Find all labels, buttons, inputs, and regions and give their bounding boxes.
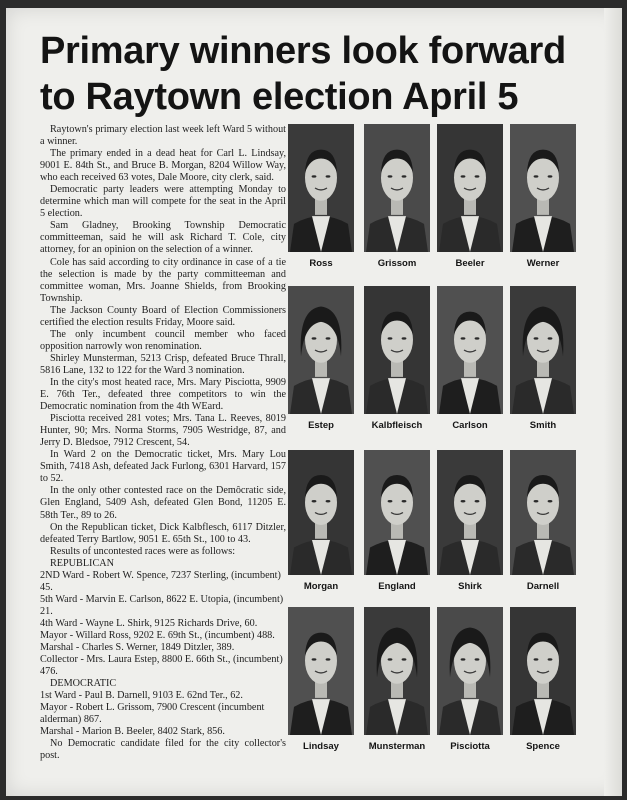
portrait-image (288, 286, 354, 414)
article-paragraph: The only incumbent council member who faced opposition narrowly won renomination. (40, 328, 286, 352)
candidate-photo-munsterman (364, 607, 430, 755)
photo-caption: Lindsay (303, 741, 339, 752)
photo-caption: Estep (308, 420, 334, 431)
article-paragraph: In the only other contested race on the Demôcratic side, Glen England, 5409 Ash, defeated Glen Bond, 11205 E. 58th Ter., 89 to 26. (40, 485, 286, 521)
portrait-image (510, 286, 576, 414)
article-paragraph: Pisciotta received 281 votes; Mrs. Tana L. Reeves, 8019 Hunter, 90; Mrs. Norma Storms, 7905 Westridge, 87, and Jerry D. Bledsoe, 7912 Crescent, 54. (40, 413, 286, 449)
article-paragraph: In the city's most heated race, Mrs. Mary Pisciotta, 9909 E. 76th Ter., defeated three competitors to win the Democratic nomination from the 4th WEard. (40, 376, 286, 413)
candidate-photo-kalbfleisch (364, 286, 430, 434)
democratic-header: DEMOCRATIC (50, 678, 117, 690)
results-item: Marshal - Marion B. Beeler, 8402 Stark, 856. (40, 726, 225, 738)
republican-header: REPUBLICAN (50, 557, 114, 569)
results-item: Mayor - Robert L. Grissom, 7900 Crescent (incumbent alderman) 867. (40, 702, 265, 726)
candidate-photo-spence (510, 607, 576, 755)
candidate-photo-smith (510, 286, 576, 434)
photo-caption: Smith (529, 420, 557, 431)
photo-caption: Grissom (377, 258, 417, 269)
photo-caption: Darnell (526, 581, 560, 592)
headline (40, 28, 600, 120)
portrait-image (437, 607, 503, 735)
candidate-photo-grissom (364, 124, 430, 272)
portrait-image (364, 286, 430, 414)
candidate-photo-lindsay (288, 607, 354, 755)
article-closing: No Democratic candidate filed for the city collector's post. (40, 738, 286, 762)
article-body (40, 124, 286, 762)
candidate-photo-grid (288, 124, 578, 784)
portrait-image (288, 607, 354, 735)
results-item: Collector - Mrs. Laura Estep, 8800 E. 66th St., (incumbent) 476. (40, 654, 283, 678)
photo-caption: Morgan (303, 581, 339, 592)
results-item: Marshal - Charles S. Werner, 1849 Ditzler, 389. (40, 642, 235, 654)
results-item: Mayor - Willard Ross, 9202 E. 69th St., (incumbent) 488. (40, 629, 275, 641)
candidate-photo-ross (288, 124, 354, 272)
results-item: 5th Ward - Marvin E. Carlson, 8622 E. Utopia, (incumbent) 21. (40, 593, 284, 617)
portrait-image (510, 450, 576, 575)
photo-caption: Ross (309, 258, 333, 269)
headline-line-1: Primary winners look forward (40, 30, 566, 72)
portrait-image (288, 124, 354, 252)
candidate-photo-darnell (510, 450, 576, 595)
candidate-photo-werner (510, 124, 576, 272)
portrait-image (288, 450, 354, 575)
article-paragraph: Democratic party leaders were attempting Monday to determine which man will compete for the seat in the April 5 election. (40, 184, 286, 220)
photo-caption: Carlson (452, 420, 488, 431)
article-paragraph: Raytown's primary election last week left Ward 5 without a winner. (40, 124, 286, 148)
portrait-image (510, 607, 576, 735)
photo-caption: Shirk (458, 581, 482, 592)
portrait-image (437, 124, 503, 252)
article-paragraph: Sam Gladney, Brooking Township Democratic committeeman, said he will ask Richard T. Cole, city attorney, for an opinion on the selection of a winner. (40, 220, 286, 256)
article-paragraph: On the Republican ticket, Dick Kalbflesch, 6117 Ditzler, defeated Terry Bartlow, 9051 E. 65th St., 100 to 43. (40, 521, 286, 545)
article-paragraph: In Ward 2 on the Democratic ticket, Mrs. Mary Lou Smith, 7418 Ash, defeated Jack Furlong, 6301 Harvard, 157 to 52. (40, 449, 286, 485)
photo-caption: Kalbfleisch (371, 420, 423, 431)
photo-caption: Beeler (455, 258, 485, 269)
portrait-image (364, 124, 430, 252)
candidate-photo-england (364, 450, 430, 595)
article-paragraph: Shirley Munsterman, 5213 Crisp, defeated Bruce Thrall, 5816 Lane, 132 to 122 for the Ward 3 nomination. (40, 352, 286, 376)
results-item: 2ND Ward - Robert W. Spence, 7237 Sterling, (incumbent) 45. (40, 569, 281, 593)
candidate-photo-beeler (437, 124, 503, 272)
portrait-image (437, 450, 503, 575)
headline-line-2: to Raytown election April 5 (40, 76, 519, 118)
photo-caption: Werner (526, 258, 560, 269)
candidate-photo-shirk (437, 450, 503, 595)
results-item: 1st Ward - Paul B. Darnell, 9103 E. 62nd Ter., 62. (40, 690, 243, 702)
candidate-photo-pisciotta (437, 607, 503, 755)
article-paragraph: Cole has said according to city ordinance in case of a tie the selection is made by the party committeeman and committee woman, Mrs. Joanne Shields, from Brooking Township. (40, 256, 286, 304)
portrait-image (437, 286, 503, 414)
article-paragraph: The Jackson County Board of Election Commissioners certified the election results Friday, Moore said. (40, 304, 286, 328)
portrait-image (510, 124, 576, 252)
portrait-image (364, 450, 430, 575)
photo-caption: Spence (526, 741, 560, 752)
article-paragraph: Results of uncontested races were as follows: (50, 545, 236, 557)
candidate-photo-estep (288, 286, 354, 434)
portrait-image (364, 607, 430, 735)
photo-caption: Munsterman (368, 741, 426, 752)
candidate-photo-carlson (437, 286, 503, 434)
candidate-photo-morgan (288, 450, 354, 595)
article-paragraph: The primary ended in a dead heat for Carl L. Lindsay, 9001 E. 84th St., and Bruce B. Morgan, 8204 Willow Way, who each received 63 votes, Dale Moore, city clerk, said. (40, 148, 286, 184)
photo-caption: England (378, 581, 416, 592)
photo-caption: Pisciotta (450, 741, 490, 752)
page-edge (604, 8, 622, 796)
results-item: 4th Ward - Wayne L. Shirk, 9125 Richards Drive, 60. (40, 617, 258, 629)
